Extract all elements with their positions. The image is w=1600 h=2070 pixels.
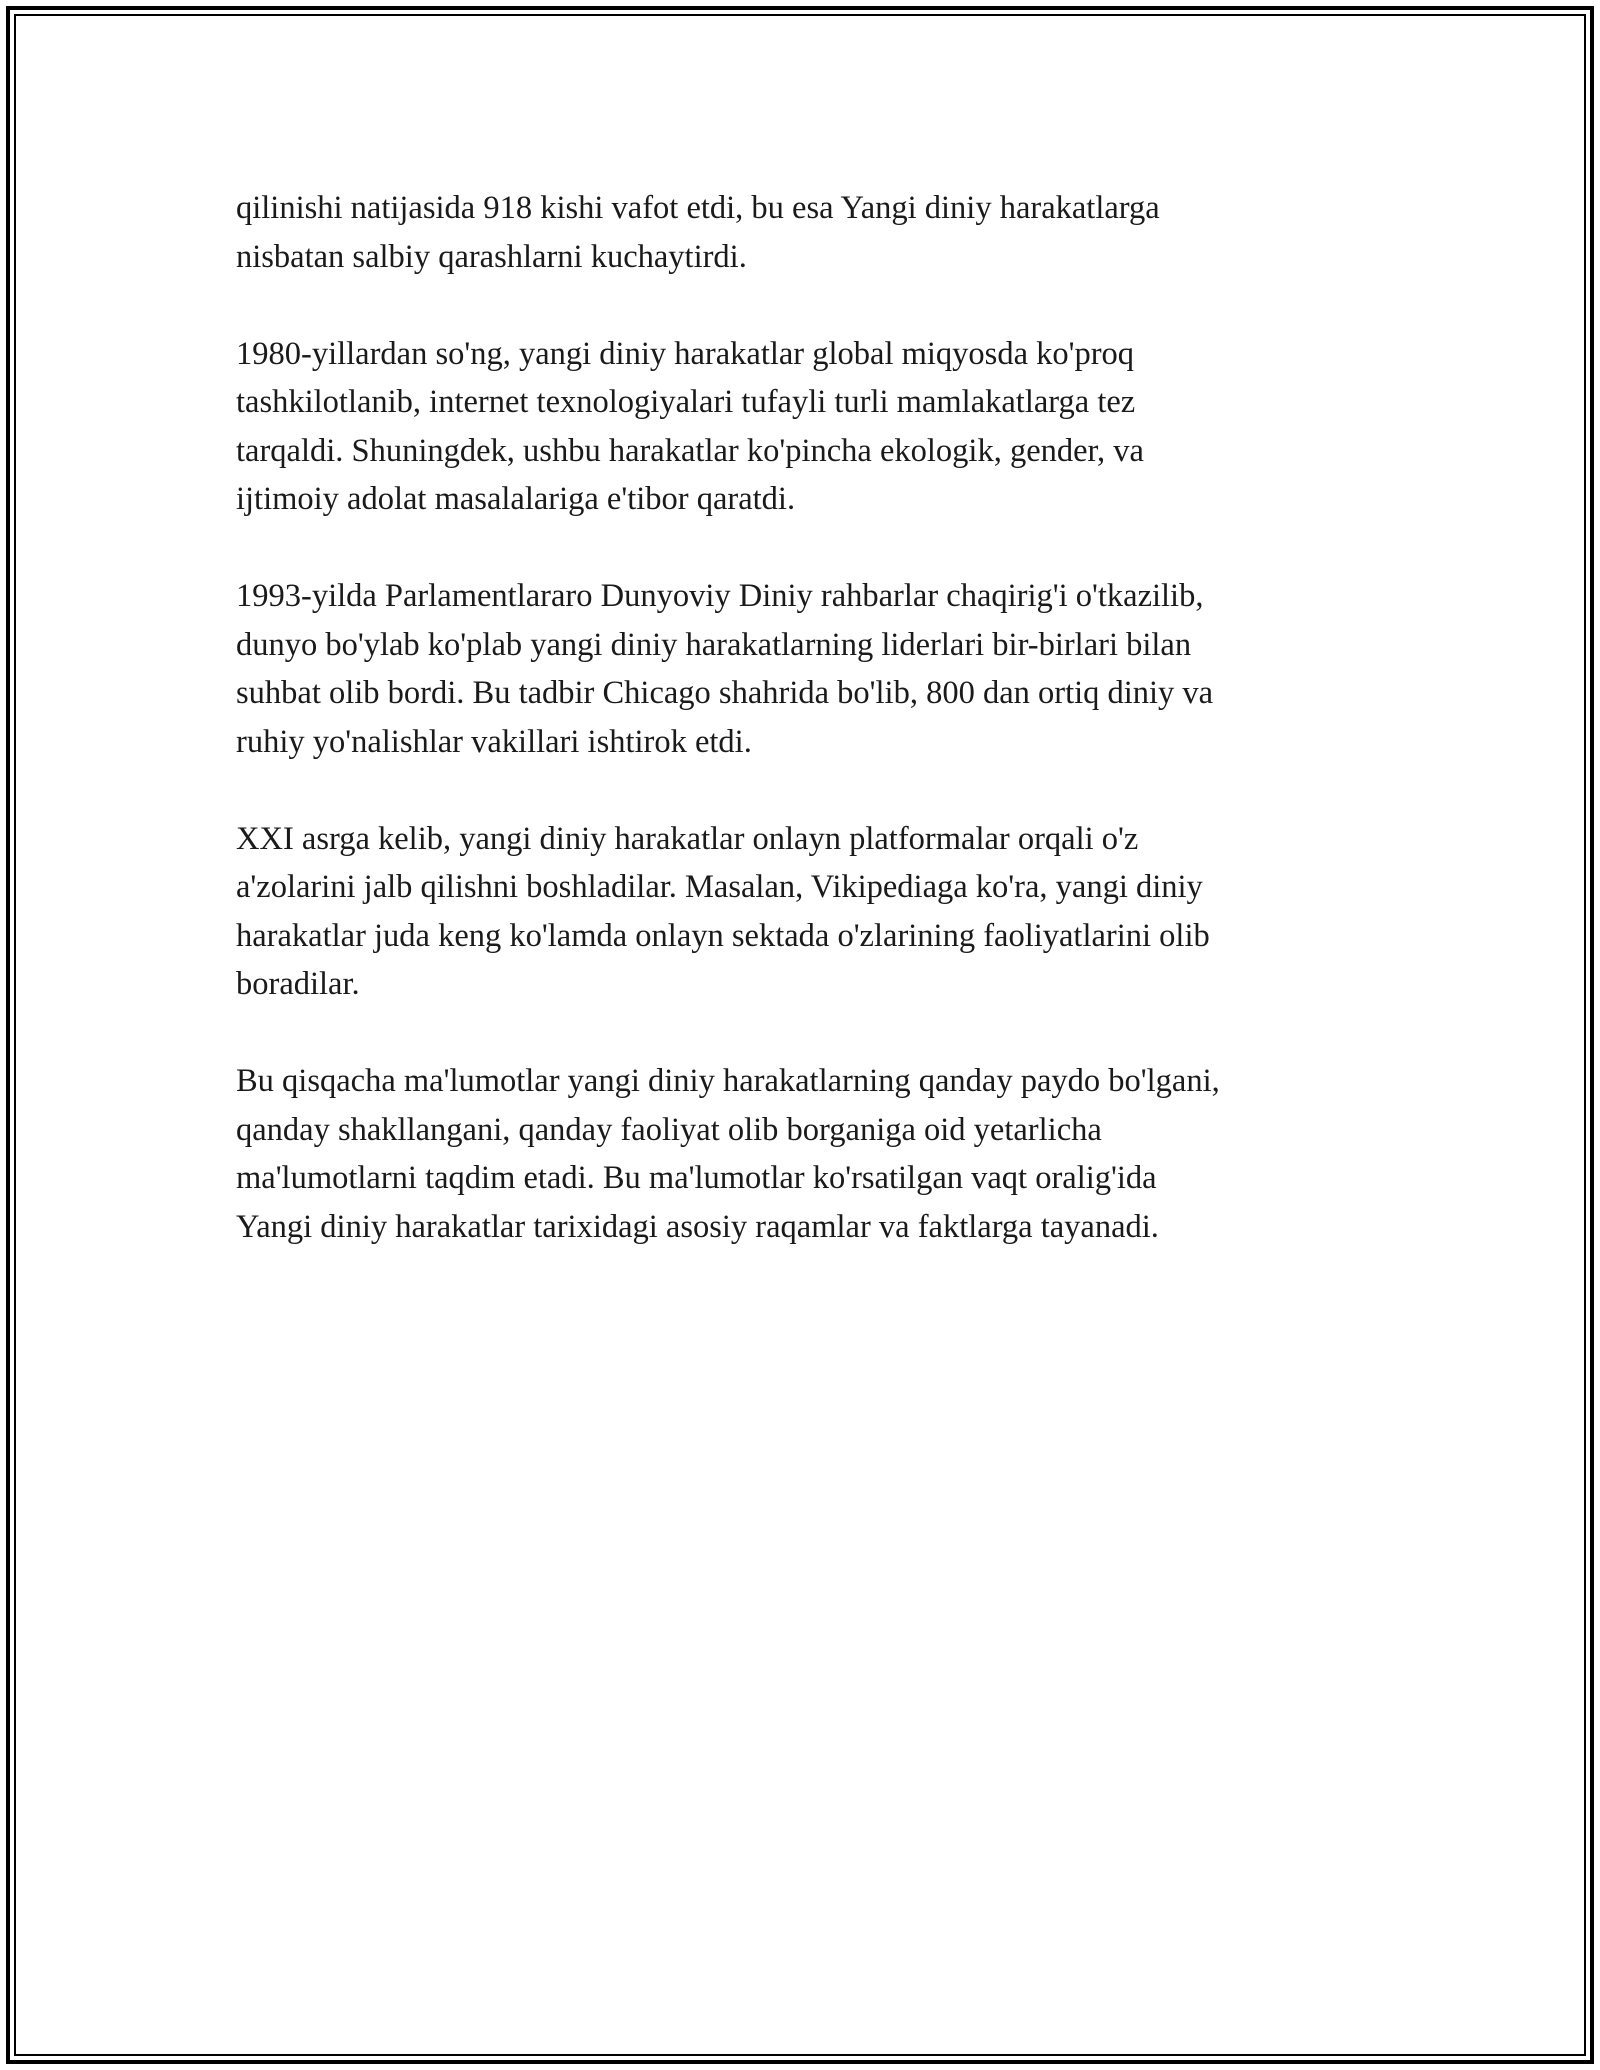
paragraph: 1993-yilda Parlamentlararo Dunyoviy Diniy rahbarlar chaqirig'i o'tkazilib, dunyo bo'ylab ko'plab yangi diniy harakatlarning liderlari bir-birlari bilan suhbat olib bordi. Bu tadbir Chicago shahrida bo'lib, 800 dan ortiq diniy va ruhiy yo'nalishlar vakillari ishtirok etdi. — [236, 578, 1214, 760]
document-body — [236, 184, 1366, 1300]
paragraph: qilinishi natijasida 918 kishi vafot etdi, bu esa Yangi diniy harakatlarga nisbatan salbiy qarashlarni kuchaytirdi. — [236, 190, 1160, 275]
paragraph: Bu qisqacha ma'lumotlar yangi diniy harakatlarning qanday paydo bo'lgani, qanday shakllangani, qanday faoliyat olib borganiga oid yetarlicha ma'lumotlarni taqdim etadi. Bu ma'lumotlar ko'rsatilgan vaqt oralig'ida Yangi diniy harakatlar tarixidagi asosiy raqamlar va faktlarga tayanadi. — [236, 1063, 1220, 1245]
paragraph: XXI asrga kelib, yangi diniy harakatlar onlayn platformalar orqali o'z a'zolarini jalb qilishni boshladilar. Masalan, Vikipediaga ko'ra, yangi diniy harakatlar juda keng ko'lamda onlayn sektada o'zlarining faoliyatlarini olib boradilar. — [236, 820, 1210, 1002]
paragraph: 1980-yillardan so'ng, yangi diniy harakatlar global miqyosda ko'proq tashkilotlanib, internet texnologiyalari tufayli turli mamlakatlarga tez tarqaldi. Shuningdek, ushbu harakatlar ko'pincha ekologik, gender, va ijtimoiy adolat masalalariga e'tibor qaratdi. — [236, 335, 1144, 517]
